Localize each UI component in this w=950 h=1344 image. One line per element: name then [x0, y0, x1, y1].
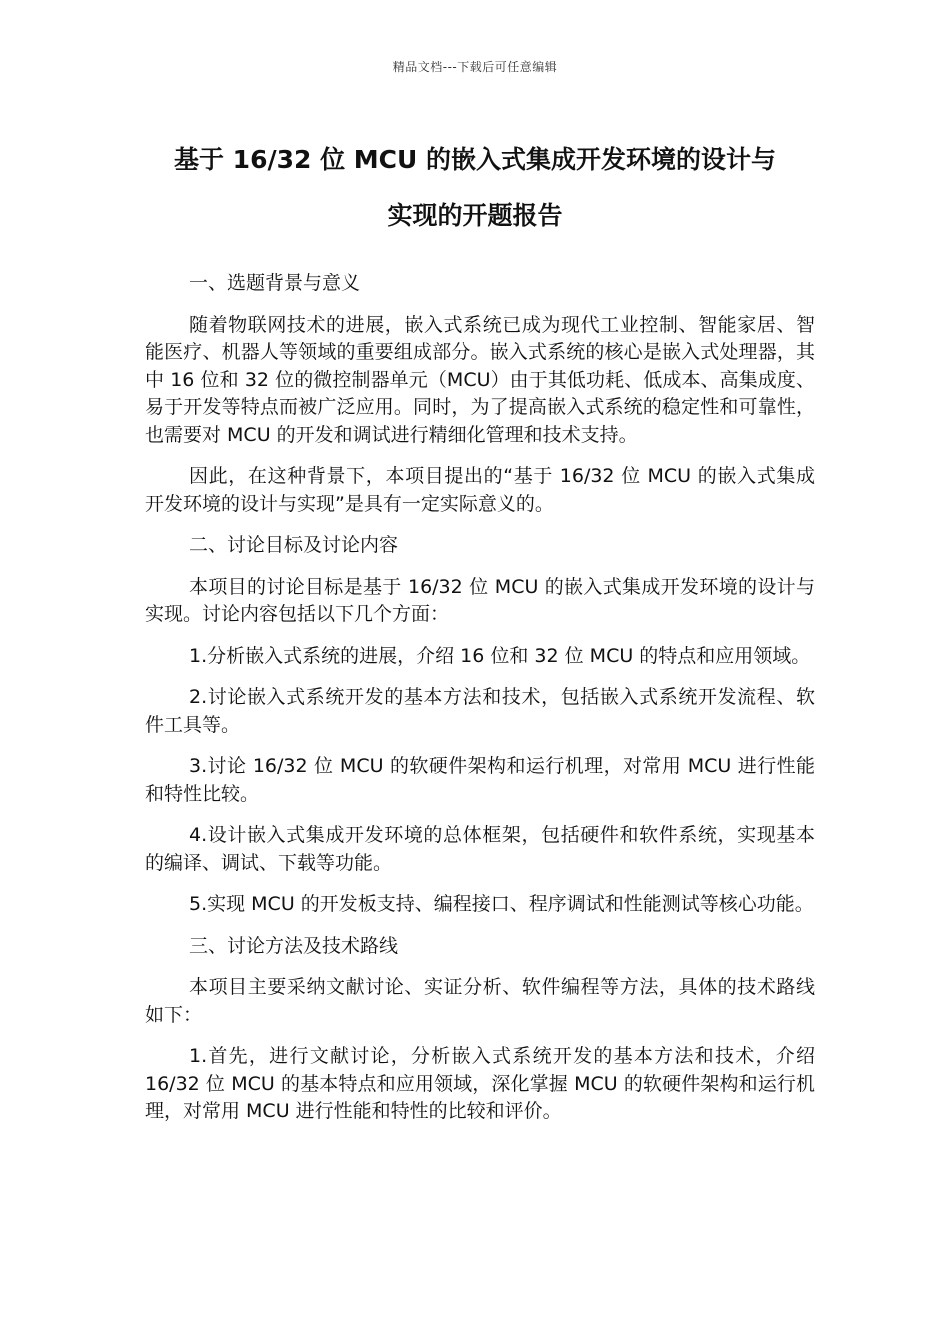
section-3-paragraph-1: 本项目主要采纳文献讨论、实证分析、软件编程等方法，具体的技术路线如下：	[145, 976, 815, 1026]
section-2-item-1: 1.分析嵌入式系统的进展，介绍 16 位和 32 位 MCU 的特点和应用领域。	[189, 644, 811, 667]
section-1-paragraph-1: 随着物联网技术的进展，嵌入式系统已成为现代工业控制、智能家居、智能医疗、机器人等领域的重要组成部分。嵌入式系统的核心是嵌入式处理器，其中 16 位和 32 位的微控制器单元（MCU）由于其低功耗、低成本、高集成度、易于开发等特点而被广泛应用。同时，为了提高嵌入式系统的稳定性和可靠性，也需要对 MCU 的开发和调试进行精细化管理和技术支持。	[145, 313, 815, 446]
document-body	[145, 270, 815, 1140]
document-title	[130, 132, 820, 244]
section-2-paragraph-1: 本项目的讨论目标是基于 16/32 位 MCU 的嵌入式集成开发环境的设计与实现。讨论内容包括以下几个方面：	[145, 575, 815, 625]
section-2-item-2: 2.讨论嵌入式系统开发的基本方法和技术，包括嵌入式系统开发流程、软件工具等。	[145, 686, 815, 736]
section-1-paragraph-2: 因此，在这种背景下，本项目提出的“基于 16/32 位 MCU 的嵌入式集成开发环境的设计与实现”是具有一定实际意义的。	[145, 465, 815, 515]
section-2-item-3: 3.讨论 16/32 位 MCU 的软硬件架构和运行机理，对常用 MCU 进行性能和特性比较。	[145, 755, 815, 805]
section-2-item-5: 5.实现 MCU 的开发板支持、编程接口、程序调试和性能测试等核心功能。	[189, 893, 814, 915]
section-1-heading: 一、选题背景与意义	[189, 272, 361, 294]
section-3-heading: 三、讨论方法及技术路线	[189, 934, 399, 957]
section-2-heading: 二、讨论目标及讨论内容	[189, 534, 399, 556]
title-line-2: 实现的开题报告	[387, 201, 563, 230]
title-line-1: 基于 16/32 位 MCU 的嵌入式集成开发环境的设计与	[173, 145, 777, 174]
section-3-item-1: 1.首先，进行文献讨论，分析嵌入式系统开发的基本方法和技术，介绍 16/32 位 MCU 的基本特点和应用领域，深化掌握 MCU 的软硬件架构和运行机理，对常用 MCU 进行性能和特性的比较和评价。	[145, 1045, 815, 1122]
section-2-item-4: 4.设计嵌入式集成开发环境的总体框架，包括硬件和软件系统，实现基本的编译、调试、下载等功能。	[145, 824, 815, 874]
header-note: 精品文档---下载后可任意编辑	[392, 60, 558, 74]
